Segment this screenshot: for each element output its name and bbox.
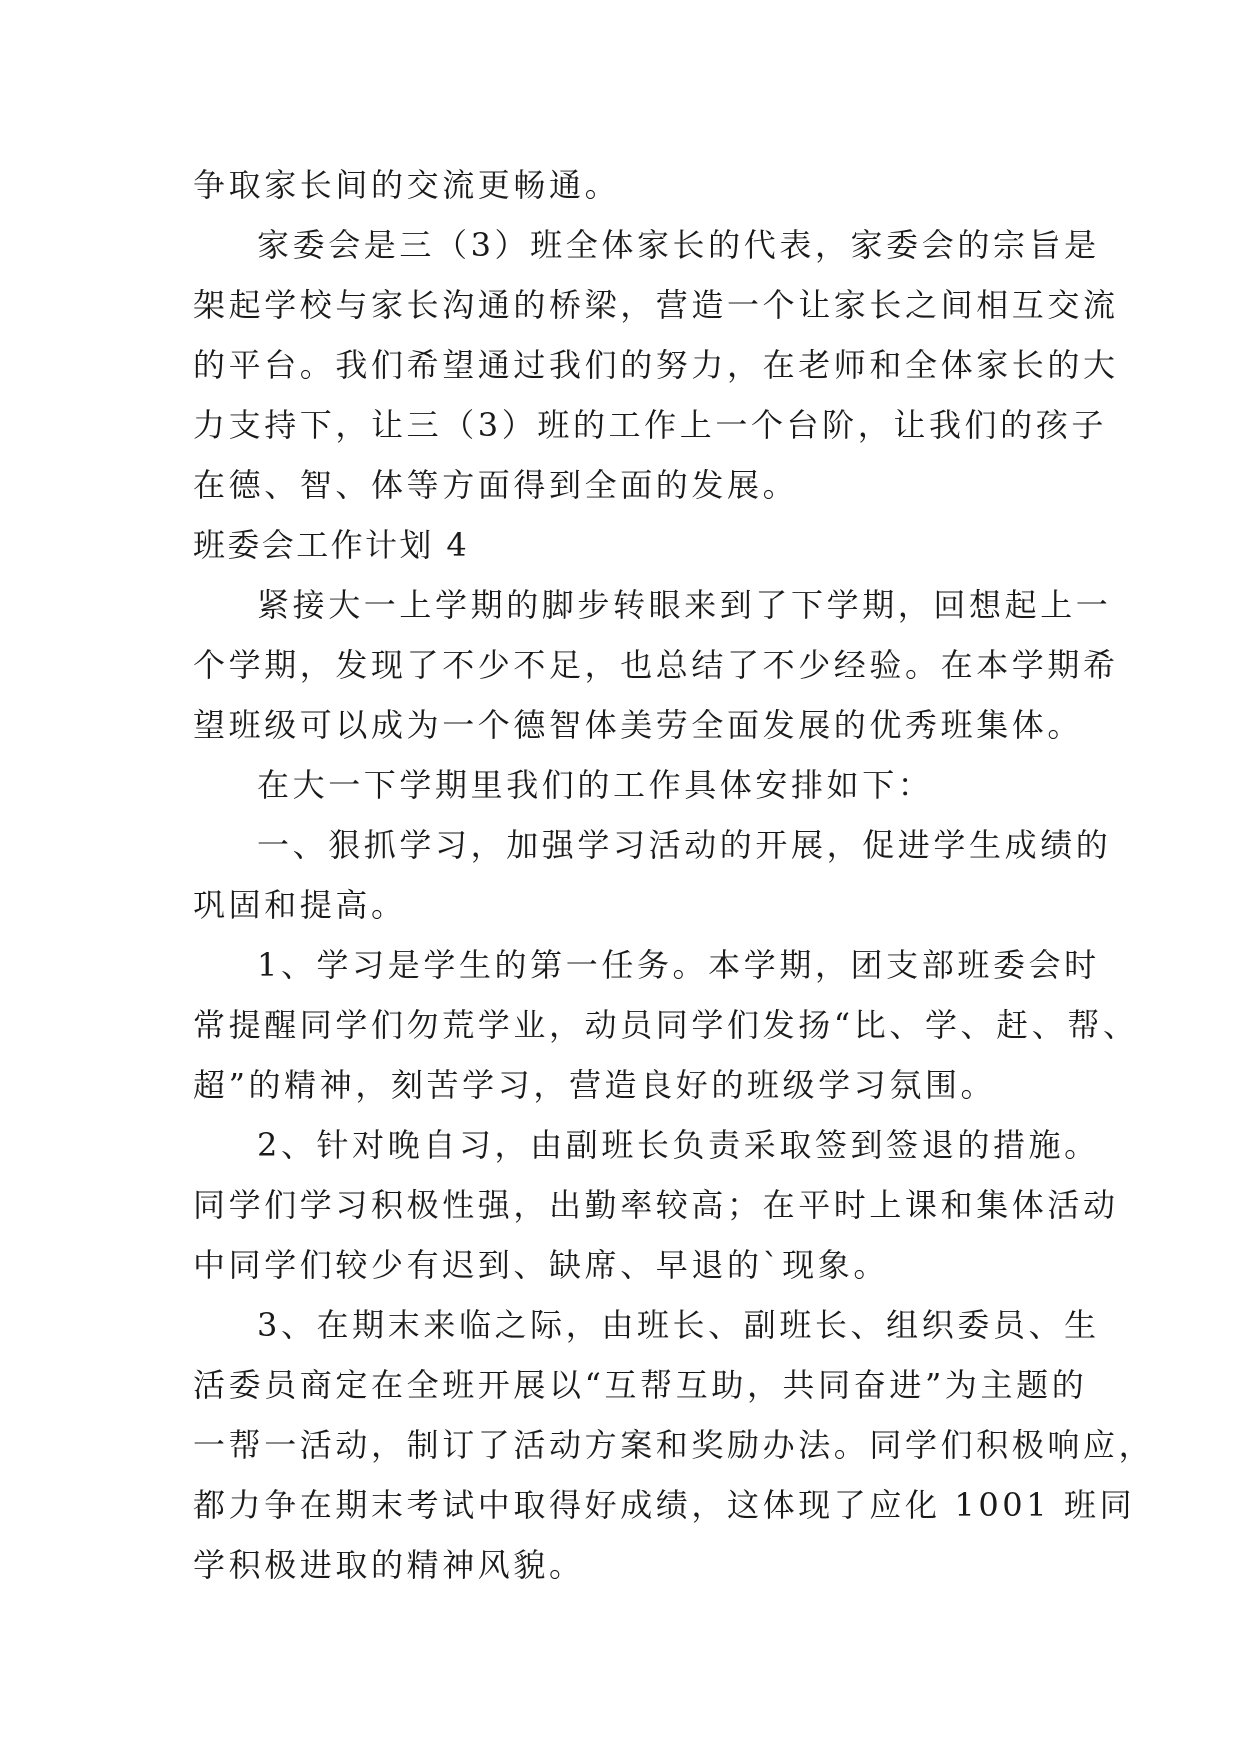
paragraph-start-line: 在大一下学期里我们的工作具体安排如下： xyxy=(257,766,934,804)
paragraph-start-line: 3、在期末来临之际，由班长、副班长、组织委员、生 xyxy=(257,1306,1100,1344)
text-line: 同学们学习积极性强，出勤率较高；在平时上课和集体活动 xyxy=(193,1186,1119,1224)
text-line: 超”的精神，刻苦学习，营造良好的班级学习氛围。 xyxy=(193,1066,997,1104)
paragraph-start-line: 2、针对晚自习，由副班长负责采取签到签退的措施。 xyxy=(257,1126,1100,1164)
text-line: 中同学们较少有迟到、缺席、早退的`现象。 xyxy=(193,1246,890,1284)
document-body xyxy=(193,155,1155,1595)
text-line: 巩固和提高。 xyxy=(193,886,407,924)
text-line: 在德、智、体等方面得到全面的发展。 xyxy=(193,466,799,504)
text-line: 一帮一活动，制订了活动方案和奖励办法。同学们积极响应， xyxy=(193,1426,1155,1464)
text-line: 望班级可以成为一个德智体美劳全面发展的优秀班集体。 xyxy=(193,706,1084,744)
text-line: 学积极进取的精神风貌。 xyxy=(193,1546,585,1584)
text-line: 活委员商定在全班开展以“互帮互助，共同奋进”为主题的 xyxy=(193,1366,1088,1404)
text-line: 架起学校与家长沟通的桥梁，营造一个让家长之间相互交流 xyxy=(193,286,1119,324)
text-line: 常提醒同学们勿荒学业，动员同学们发扬“比、学、赶、帮、 xyxy=(193,1006,1139,1044)
text-line: 争取家长间的交流更畅通。 xyxy=(193,166,621,204)
paragraph-start-line: 家委会是三（3）班全体家长的代表，家委会的宗旨是 xyxy=(257,226,1100,264)
paragraph-start-line: 1、学习是学生的第一任务。本学期，团支部班委会时 xyxy=(257,946,1100,984)
text-line: 个学期，发现了不少不足，也总结了不少经验。在本学期希 xyxy=(193,646,1119,684)
text-line: 都力争在期末考试中取得好成绩，这体现了应化 1001 班同 xyxy=(193,1486,1136,1524)
section-heading: 班委会工作计划 4 xyxy=(193,526,470,564)
paragraph-start-line: 一、狠抓学习，加强学习活动的开展，促进学生成绩的 xyxy=(257,826,1112,864)
paragraph-start-line: 紧接大一上学期的脚步转眼来到了下学期，回想起上一 xyxy=(257,586,1112,624)
text-line: 力支持下，让三（3）班的工作上一个台阶，让我们的孩子 xyxy=(193,406,1107,444)
text-line: 的平台。我们希望通过我们的努力，在老师和全体家长的大 xyxy=(193,346,1119,384)
